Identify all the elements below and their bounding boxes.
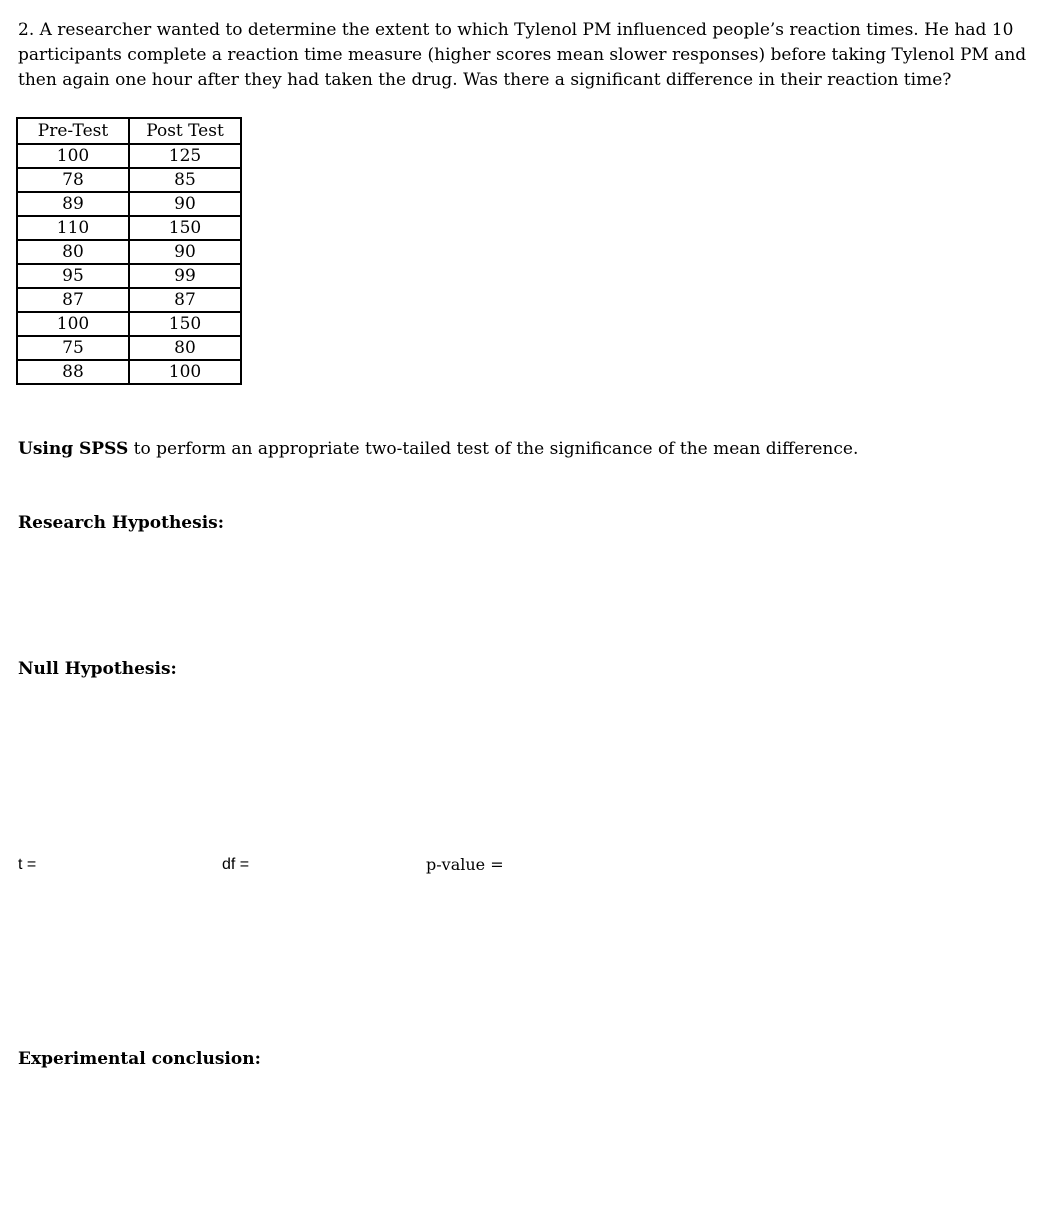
- post-test-cell: 80: [129, 336, 241, 360]
- research-hypothesis-heading: Research Hypothesis:: [18, 513, 225, 533]
- post-test-cell: 85: [129, 168, 241, 192]
- post-test-cell: 90: [129, 240, 241, 264]
- column-header-pre-test: Pre-Test: [17, 118, 129, 144]
- table-row: [17, 264, 241, 288]
- table-row: [17, 312, 241, 336]
- post-test-cell: 99: [129, 264, 241, 288]
- instruction-bold: Using SPSS: [18, 439, 129, 459]
- post-test-cell: 90: [129, 192, 241, 216]
- question-text: 2. A researcher wanted to determine the extent to which Tylenol PM influenced people’s reaction times. He had 10 participants complete a reaction time measure (higher scores mean slower responses) before taking Tylenol PM and then again one hour after they had taken the drug. Was there a significant difference in their reaction time?: [18, 20, 1027, 90]
- post-test-cell: 87: [129, 288, 241, 312]
- column-header-post-test: Post Test: [129, 118, 241, 144]
- instruction-rest: to perform an appropriate two-tailed test of the significance of the mean difference.: [128, 439, 859, 459]
- pre-test-cell: 100: [17, 144, 129, 168]
- post-test-cell: 100: [129, 360, 241, 384]
- table-row: [17, 288, 241, 312]
- null-hypothesis-heading: Null Hypothesis:: [18, 659, 177, 679]
- table-row: [17, 216, 241, 240]
- data-table: [16, 117, 242, 385]
- table-row: [17, 360, 241, 384]
- table-row: [17, 336, 241, 360]
- table-row: [17, 144, 241, 168]
- df-label: df =: [222, 856, 250, 873]
- p-value-label: p-value =: [426, 855, 504, 874]
- instruction-text: [18, 437, 858, 461]
- pre-test-cell: 88: [17, 360, 129, 384]
- t-statistic-label: t =: [18, 856, 37, 873]
- table-row: [17, 168, 241, 192]
- table-body: [17, 144, 241, 384]
- pre-test-cell: 89: [17, 192, 129, 216]
- table-row: [17, 192, 241, 216]
- pre-test-cell: 78: [17, 168, 129, 192]
- pre-test-cell: 80: [17, 240, 129, 264]
- table-row: [17, 240, 241, 264]
- pre-test-cell: 87: [17, 288, 129, 312]
- pre-test-cell: 75: [17, 336, 129, 360]
- post-test-cell: 125: [129, 144, 241, 168]
- pre-test-cell: 110: [17, 216, 129, 240]
- post-test-cell: 150: [129, 312, 241, 336]
- post-test-cell: 150: [129, 216, 241, 240]
- table-header-row: [17, 118, 241, 144]
- experimental-conclusion-heading: Experimental conclusion:: [18, 1049, 261, 1069]
- pre-test-cell: 95: [17, 264, 129, 288]
- pre-test-cell: 100: [17, 312, 129, 336]
